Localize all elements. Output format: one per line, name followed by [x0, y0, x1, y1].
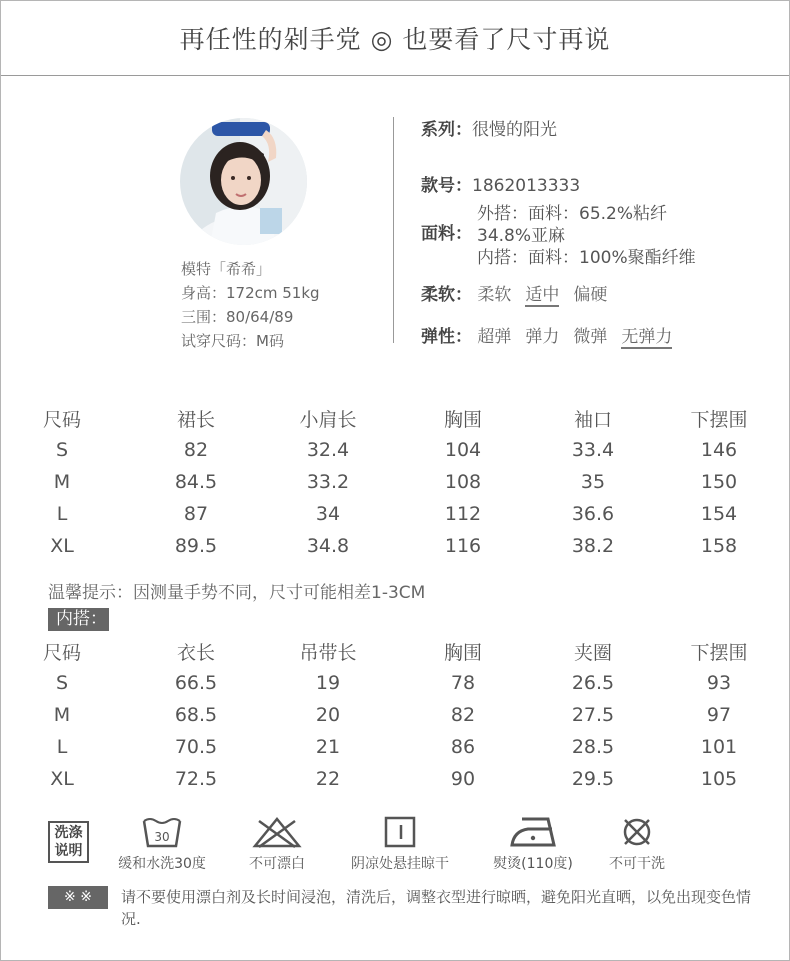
- table-cell: 154: [700, 503, 738, 525]
- fabric-key: 面料：: [421, 224, 472, 244]
- series-row: [421, 115, 557, 140]
- care-label: 阴凉处悬挂晾干: [351, 856, 449, 872]
- table-cell: 90: [450, 768, 476, 790]
- fabric-inner-line: 内搭：面料：100%聚酯纤维: [477, 248, 696, 268]
- table-cell: 33.2: [306, 471, 350, 493]
- header-cell: 下摆围: [690, 408, 748, 431]
- style-number-key: 款号：: [421, 176, 472, 196]
- table-cell: 36.6: [571, 503, 615, 525]
- model-info: [181, 257, 320, 353]
- care-item-line-dry: [337, 815, 463, 873]
- table-header-row: [1, 402, 790, 434]
- warning-tag: ※ ※: [48, 886, 108, 909]
- care-label: 不可干洗: [609, 856, 665, 872]
- page-title: 再任性的剁手党 ◎ 也要看了尺寸再说: [179, 25, 611, 54]
- wash-temp-label: 30: [154, 830, 170, 844]
- table-cell: M: [53, 704, 71, 726]
- table-cell: 66.5: [174, 672, 218, 694]
- model-name: 模特「希希」: [181, 260, 272, 278]
- table-cell: 82: [183, 439, 209, 461]
- table-cell: 32.4: [306, 439, 350, 461]
- table-cell: 38.2: [571, 535, 615, 557]
- no-bleach-icon: [251, 815, 303, 849]
- softness-key: 柔软：: [421, 285, 472, 305]
- header-cell: 小肩长: [299, 408, 357, 431]
- model-measurements: 三围：80/64/89: [181, 308, 294, 326]
- series-value: 很慢的阳光: [472, 120, 557, 140]
- table-cell: L: [56, 736, 68, 758]
- wash-instructions-badge: [48, 821, 89, 863]
- table-cell: 87: [183, 503, 209, 525]
- header-cell: 胸围: [443, 408, 482, 431]
- care-label: 缓和水洗30度: [118, 856, 206, 872]
- table-cell: 108: [444, 471, 482, 493]
- table-row: [1, 434, 790, 466]
- outer-size-table: [1, 402, 790, 562]
- care-item-iron: [485, 815, 581, 873]
- table-cell: XL: [50, 768, 74, 790]
- table-cell: 72.5: [174, 768, 218, 790]
- elasticity-row: [421, 322, 686, 349]
- line-dry-shade-icon: [383, 815, 417, 849]
- table-cell: 82: [450, 704, 476, 726]
- model-trial-size: 试穿尺码：M码: [181, 332, 284, 350]
- table-cell: 34: [315, 503, 341, 525]
- fabric-outer-line-2: 34.8%亚麻: [477, 226, 566, 246]
- table-cell: 27.5: [571, 704, 615, 726]
- header-cell: 胸围: [443, 641, 482, 664]
- elasticity-option-super: 超弹: [477, 327, 512, 347]
- vertical-divider: [393, 117, 394, 343]
- table-cell: 84.5: [174, 471, 218, 493]
- header-cell: 尺码: [42, 641, 81, 664]
- style-number-row: [421, 171, 580, 196]
- table-cell: 105: [700, 768, 738, 790]
- table-cell: 116: [444, 535, 482, 557]
- table-cell: S: [55, 672, 69, 694]
- style-number-value: 1862013333: [472, 176, 581, 196]
- no-dry-clean-icon: [620, 815, 654, 849]
- table-cell: 33.4: [571, 439, 615, 461]
- table-cell: 21: [315, 736, 341, 758]
- header-cell: 裙长: [176, 408, 215, 431]
- header-cell: 夹圈: [573, 641, 612, 664]
- model-height-weight: 身高：172cm 51kg: [181, 284, 320, 302]
- model-photo-icon: [180, 118, 307, 245]
- table-cell: M: [53, 471, 71, 493]
- table-cell: 35: [580, 471, 606, 493]
- table-cell: 93: [706, 672, 732, 694]
- table-cell: 86: [450, 736, 476, 758]
- table-cell: XL: [50, 535, 74, 557]
- table-row: [1, 699, 790, 731]
- table-cell: S: [55, 439, 69, 461]
- table-cell: 146: [700, 439, 738, 461]
- table-cell: 101: [700, 736, 738, 758]
- table-cell: 34.8: [306, 535, 350, 557]
- table-cell: 19: [315, 672, 341, 694]
- table-cell: 97: [706, 704, 732, 726]
- elasticity-key: 弹性：: [421, 327, 472, 347]
- header-cell: 衣长: [176, 641, 215, 664]
- table-cell: 158: [700, 535, 738, 557]
- table-row: [1, 763, 790, 795]
- table-cell: 22: [315, 768, 341, 790]
- softness-option-medium: 适中: [525, 280, 559, 307]
- care-label: 熨烫(110度): [493, 856, 573, 872]
- measurement-note: 温馨提示：因测量手势不同，尺寸可能相差1-3CM: [48, 583, 426, 603]
- table-cell: L: [56, 503, 68, 525]
- header-cell: 吊带长: [299, 641, 357, 664]
- table-row: [1, 530, 790, 562]
- warning-text: 请不要使用漂白剂及长时间浸泡，清洗后，调整衣型进行晾晒，避免阳光直晒，以免出现变色情况.: [121, 888, 752, 928]
- care-item-no-bleach: [239, 815, 315, 873]
- table-cell: 89.5: [174, 535, 218, 557]
- inner-layer-label: 内搭：: [48, 608, 109, 631]
- table-cell: 29.5: [571, 768, 615, 790]
- table-cell: 150: [700, 471, 738, 493]
- table-cell: 112: [444, 503, 482, 525]
- softness-option-soft: 柔软: [477, 285, 512, 305]
- wash-badge-line2: 说明: [54, 843, 83, 859]
- care-item-no-dry-clean: [599, 815, 675, 873]
- inner-size-table: [1, 635, 790, 795]
- softness-option-hard: 偏硬: [573, 285, 608, 305]
- table-row: [1, 466, 790, 498]
- wash-30-icon: [142, 815, 182, 849]
- table-cell: 26.5: [571, 672, 615, 694]
- care-label: 不可漂白: [249, 856, 305, 872]
- table-cell: 28.5: [571, 736, 615, 758]
- elasticity-option-stretch: 弹力: [525, 327, 560, 347]
- table-row: [1, 731, 790, 763]
- header-cell: 袖口: [573, 408, 612, 431]
- softness-row: [421, 280, 621, 307]
- table-cell: 78: [450, 672, 476, 694]
- table-cell: 68.5: [174, 704, 218, 726]
- table-row: [1, 498, 790, 530]
- care-item-wash: [109, 815, 215, 873]
- fabric-outer-line: 外搭：面料：65.2%粘纤: [477, 204, 668, 224]
- table-cell: 20: [315, 704, 341, 726]
- table-cell: 104: [444, 439, 482, 461]
- table-cell: 70.5: [174, 736, 218, 758]
- elasticity-option-none: 无弹力: [621, 322, 672, 349]
- iron-icon: [508, 815, 558, 849]
- table-row: [1, 667, 790, 699]
- wash-badge-line1: 洗涤: [54, 825, 83, 841]
- elasticity-option-slight: 微弹: [573, 327, 608, 347]
- table-header-row: [1, 635, 790, 667]
- header-cell: 下摆围: [690, 641, 748, 664]
- header-cell: 尺码: [42, 408, 81, 431]
- model-avatar: [180, 118, 307, 245]
- series-key: 系列：: [421, 120, 472, 140]
- header-bar: [1, 1, 789, 76]
